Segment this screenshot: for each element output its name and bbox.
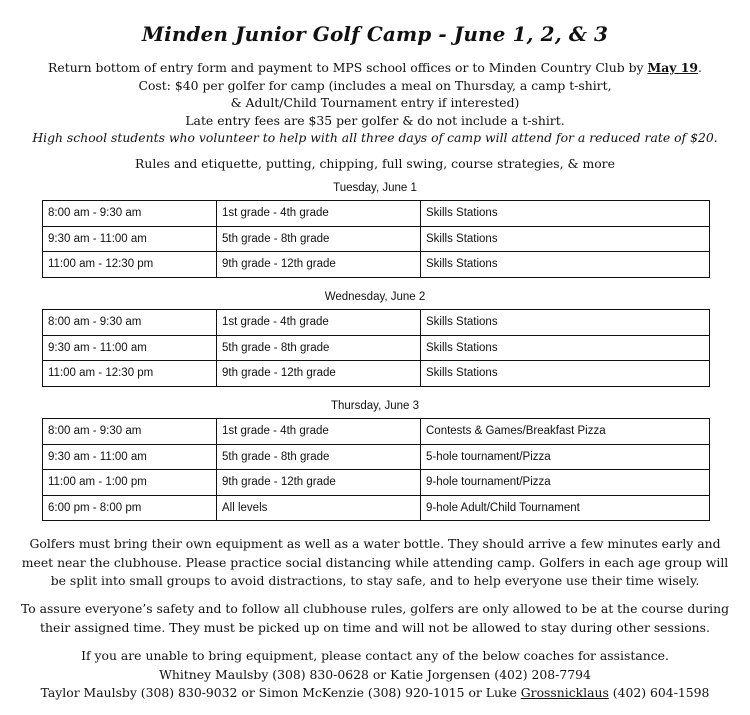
day-title-thursday: Thursday, June 3 [330, 400, 419, 412]
grade-cell: 5th grade - 8th grade [217, 444, 421, 470]
activity-cell: Skills Stations [421, 201, 710, 227]
contact-line-coaches-2-text: Taylor Maulsby (308) 830-9032 or Simon McKenzie (308) 920-1015 or Luke [40, 685, 521, 700]
activity-cell: 9-hole tournament/Pizza [421, 470, 710, 496]
table-row [43, 419, 710, 445]
grade-cell: 5th grade - 8th grade [217, 335, 421, 361]
grade-cell: 5th grade - 8th grade [217, 226, 421, 252]
paragraph-line: To assure everyone’s safety and to follow all clubhouse rules, golfers are only allowed to be at the course during [20, 601, 730, 616]
activity-cell: Skills Stations [421, 252, 710, 278]
page-title: Minden Junior Golf Camp - June 1, 2, & 3 [141, 22, 609, 46]
activity-cell: 9-hole Adult/Child Tournament [421, 495, 710, 521]
grade-cell: 9th grade - 12th grade [217, 470, 421, 496]
time-cell: 9:30 am - 11:00 am [43, 226, 217, 252]
deadline-date: May 19 [647, 60, 698, 75]
time-cell: 8:00 am - 9:30 am [43, 201, 217, 227]
schedule-table-wednesday [42, 309, 710, 387]
schedule-table-thursday [42, 418, 710, 521]
intro-block [0, 59, 750, 147]
activity-cell: 5-hole tournament/Pizza [421, 444, 710, 470]
intro-line-late-fee: Late entry fees are $35 per golfer & do not include a t-shirt. [185, 112, 565, 128]
table-row [43, 201, 710, 227]
paragraph-line: meet near the clubhouse. Please practice social distancing while attending camp. Golfers in each age group will [21, 554, 729, 570]
activity-cell: Skills Stations [421, 226, 710, 252]
grade-cell: All levels [217, 495, 421, 521]
topics-line: Rules and etiquette, putting, chipping, full swing, course strategies, & more [135, 156, 615, 171]
day-title-tuesday: Tuesday, June 1 [333, 182, 417, 194]
activity-cell: Skills Stations [421, 361, 710, 387]
activity-cell: Contests & Games/Breakfast Pizza [421, 419, 710, 445]
grade-cell: 1st grade - 4th grade [217, 419, 421, 445]
grade-cell: 9th grade - 12th grade [217, 252, 421, 278]
table-row [43, 226, 710, 252]
table-row [43, 361, 710, 387]
time-cell: 8:00 am - 9:30 am [43, 310, 217, 336]
intro-line-volunteer: High school students who volunteer to help with all three days of camp will attend for a reduced rate of $20. [32, 130, 718, 145]
safety-paragraph [0, 600, 750, 637]
activity-cell: Skills Stations [421, 335, 710, 361]
activity-cell: Skills Stations [421, 310, 710, 336]
paragraph-line: be split into small groups to avoid distractions, to stay safe, and to help everyone use their time wisely. [50, 573, 700, 588]
contact-line-coaches-2 [0, 684, 750, 703]
table-row [43, 470, 710, 496]
equipment-paragraph [0, 535, 750, 591]
grade-cell: 1st grade - 4th grade [217, 201, 421, 227]
time-cell: 6:00 pm - 8:00 pm [43, 495, 217, 521]
time-cell: 9:30 am - 11:00 am [43, 335, 217, 361]
contact-line-coaches-1: Whitney Maulsby (308) 830-0628 or Katie Jorgensen (402) 208-7794 [159, 666, 591, 682]
intro-line-cost-cont: & Adult/Child Tournament entry if interested) [230, 95, 520, 110]
table-row [43, 444, 710, 470]
contact-line-coaches-2-end: (402) 604-1598 [608, 685, 710, 700]
time-cell: 11:00 am - 12:30 pm [43, 252, 217, 278]
table-row [43, 335, 710, 361]
schedule-table-tuesday [42, 200, 710, 278]
grade-cell: 1st grade - 4th grade [217, 310, 421, 336]
intro-line-return-end: . [698, 60, 702, 75]
contact-paragraph [0, 647, 750, 703]
paragraph-line: their assigned time. They must be picked up on time and will not be allowed to stay during other sessions. [40, 619, 710, 635]
coach-name-grossnicklaus: Grossnicklaus [520, 685, 609, 700]
contact-line-intro: If you are unable to bring equipment, please contact any of the below coaches for assistance. [81, 648, 669, 663]
intro-line-cost: Cost: $40 per golfer for camp (includes a meal on Thursday, a camp t-shirt, [138, 77, 612, 93]
intro-line-return-text: Return bottom of entry form and payment to MPS school offices or to Minden Country Club by [48, 60, 648, 75]
time-cell: 8:00 am - 9:30 am [43, 419, 217, 445]
paragraph-line: Golfers must bring their own equipment as well as a water bottle. They should arrive a few minutes early and [29, 536, 721, 551]
time-cell: 11:00 am - 12:30 pm [43, 361, 217, 387]
table-row [43, 252, 710, 278]
time-cell: 11:00 am - 1:00 pm [43, 470, 217, 496]
grade-cell: 9th grade - 12th grade [217, 361, 421, 387]
time-cell: 9:30 am - 11:00 am [43, 444, 217, 470]
intro-line-return [0, 59, 750, 77]
day-title-wednesday: Wednesday, June 2 [324, 291, 426, 303]
table-row [43, 495, 710, 521]
table-row [43, 310, 710, 336]
